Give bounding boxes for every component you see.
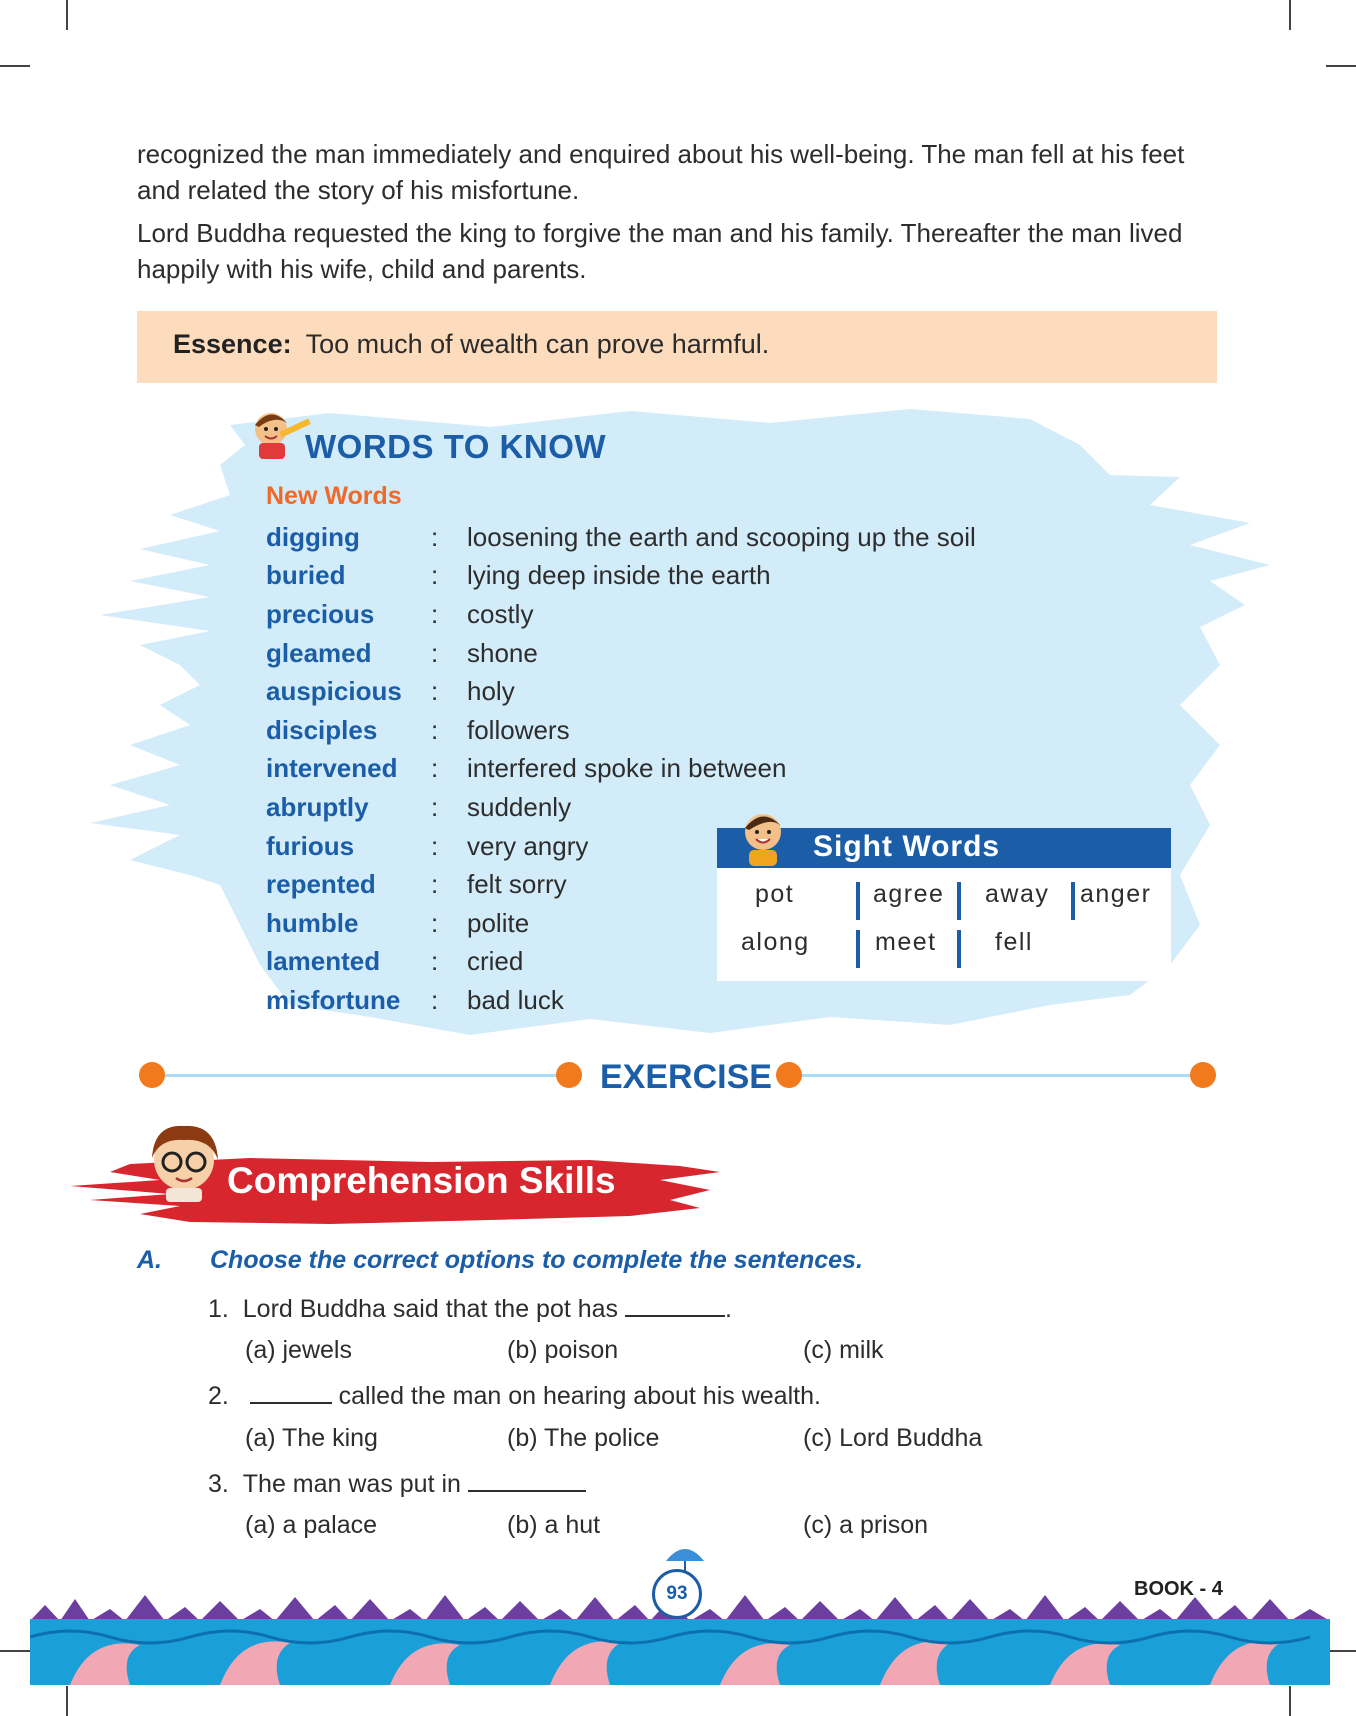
word-meaning: costly	[467, 598, 534, 629]
word-meaning: interfered spoke in between	[467, 753, 787, 784]
crop-mark	[66, 0, 68, 30]
sight-word: pot	[755, 880, 795, 908]
decor-dot	[139, 1062, 165, 1088]
word-row	[266, 557, 976, 596]
words-to-know-title: WORDS TO KNOW	[305, 428, 607, 465]
word-term: intervened	[266, 753, 398, 784]
umbrella-icon	[664, 1543, 706, 1573]
word-separator: :	[431, 984, 439, 1015]
word-meaning: shone	[467, 637, 538, 668]
word-separator: :	[431, 560, 439, 591]
new-words-subtitle: New Words	[266, 482, 402, 510]
word-term: gleamed	[266, 637, 372, 668]
sight-word: agree	[873, 880, 945, 908]
crop-mark	[1326, 1650, 1356, 1652]
essence-text: Too much of wealth can prove harmful.	[305, 329, 770, 359]
option-a[interactable]: (a) jewels	[245, 1336, 352, 1364]
question-text-end: .	[725, 1295, 732, 1323]
word-meaning: bad luck	[467, 984, 564, 1015]
word-meaning: polite	[467, 907, 530, 938]
word-meaning: cried	[467, 946, 524, 977]
question-number: 3.	[208, 1470, 229, 1498]
word-term: buried	[266, 560, 346, 591]
word-term: lamented	[266, 946, 381, 977]
word-term: precious	[266, 598, 375, 629]
word-row	[266, 788, 976, 827]
word-term: auspicious	[266, 676, 402, 707]
question-text-end: called the man on hearing about his wealth.	[338, 1382, 821, 1410]
option-b[interactable]: (b) poison	[507, 1336, 619, 1364]
sight-word: meet	[875, 928, 937, 956]
question-letter: A.	[137, 1246, 162, 1274]
answer-blank[interactable]	[468, 1468, 586, 1492]
decor-dot	[1190, 1062, 1216, 1088]
decor-dot	[556, 1062, 582, 1088]
word-term: digging	[266, 521, 360, 552]
word-separator: :	[431, 521, 439, 552]
sight-word: away	[985, 880, 1050, 908]
exercise-title: EXERCISE	[600, 1058, 772, 1096]
sight-word: anger	[1080, 880, 1152, 908]
sight-words-title: Sight Words	[717, 828, 1171, 868]
option-b[interactable]: (b) The police	[507, 1424, 660, 1452]
exercise-line-right	[790, 1074, 1202, 1077]
question-text: Lord Buddha said that the pot has	[242, 1295, 619, 1323]
option-c[interactable]: (c) a prison	[803, 1511, 929, 1539]
word-term: abruptly	[266, 791, 369, 822]
word-separator: :	[431, 830, 439, 861]
word-meaning: lying deep inside the earth	[467, 560, 771, 591]
word-row	[266, 595, 976, 634]
option-b[interactable]: (b) a hut	[507, 1511, 601, 1539]
option-a[interactable]: (a) a palace	[245, 1511, 378, 1539]
word-term: furious	[266, 830, 355, 861]
word-separator: :	[431, 791, 439, 822]
question-instruction: Choose the correct options to complete the sentences.	[210, 1246, 863, 1274]
word-meaning: followers	[467, 714, 570, 745]
word-separator: :	[431, 907, 439, 938]
word-row	[266, 711, 976, 750]
word-row	[266, 981, 976, 1020]
word-meaning: very angry	[467, 830, 589, 861]
girl-with-glasses-mascot-icon	[140, 1118, 228, 1202]
question-item	[208, 1468, 586, 1499]
page-number: 93	[652, 1569, 702, 1619]
question-item	[208, 1380, 821, 1411]
option-c[interactable]: (c) milk	[803, 1336, 884, 1364]
essence-label: Essence:	[173, 329, 292, 359]
crop-mark	[0, 1650, 30, 1652]
comprehension-skills-title: Comprehension Skills	[227, 1160, 616, 1201]
crop-mark	[0, 65, 30, 67]
crop-mark	[1326, 65, 1356, 67]
essence-box	[137, 311, 1217, 383]
word-separator: :	[431, 753, 439, 784]
word-meaning: holy	[467, 676, 515, 707]
option-a[interactable]: (a) The king	[245, 1424, 378, 1452]
word-separator: :	[431, 598, 439, 629]
sight-divider	[856, 882, 860, 920]
sight-divider	[856, 930, 860, 968]
story-paragraph-1: recognized the man immediately and enquired about his well-being. The man fell at his feet and related the story of his misfortune.	[137, 139, 1185, 205]
question-number: 1.	[208, 1295, 229, 1323]
story-paragraph-2: Lord Buddha requested the king to forgive the man and his family. Thereafter the man lived happily with his wife, child and parents.	[137, 218, 1183, 284]
word-separator: :	[431, 714, 439, 745]
word-meaning: felt sorry	[467, 869, 567, 900]
word-term: disciples	[266, 714, 378, 745]
word-row	[266, 750, 976, 789]
sight-divider	[1071, 882, 1075, 920]
word-term: humble	[266, 907, 359, 938]
word-row	[266, 672, 976, 711]
word-row	[266, 634, 976, 673]
word-term: repented	[266, 869, 376, 900]
word-separator: :	[431, 946, 439, 977]
exercise-line-left	[152, 1074, 570, 1077]
crop-mark	[1289, 0, 1291, 30]
sight-divider	[957, 930, 961, 968]
word-row	[266, 518, 976, 557]
answer-blank[interactable]	[625, 1293, 725, 1317]
option-c[interactable]: (c) Lord Buddha	[803, 1424, 983, 1452]
answer-blank[interactable]	[250, 1380, 332, 1404]
sight-word: along	[741, 928, 810, 956]
question-text: The man was put in	[242, 1470, 461, 1498]
sight-word: fell	[995, 928, 1033, 956]
word-separator: :	[431, 637, 439, 668]
crop-mark	[1289, 1686, 1291, 1716]
book-label: BOOK - 4	[1134, 1578, 1223, 1600]
word-meaning: suddenly	[467, 791, 572, 822]
question-number: 2.	[208, 1382, 229, 1410]
boy-mascot-icon	[735, 806, 791, 868]
question-item	[208, 1293, 732, 1324]
word-separator: :	[431, 869, 439, 900]
decor-dot	[776, 1062, 802, 1088]
crop-mark	[66, 1686, 68, 1716]
word-separator: :	[431, 676, 439, 707]
word-meaning: loosening the earth and scooping up the soil	[467, 521, 976, 552]
word-term: misfortune	[266, 984, 401, 1015]
sight-divider	[957, 882, 961, 920]
